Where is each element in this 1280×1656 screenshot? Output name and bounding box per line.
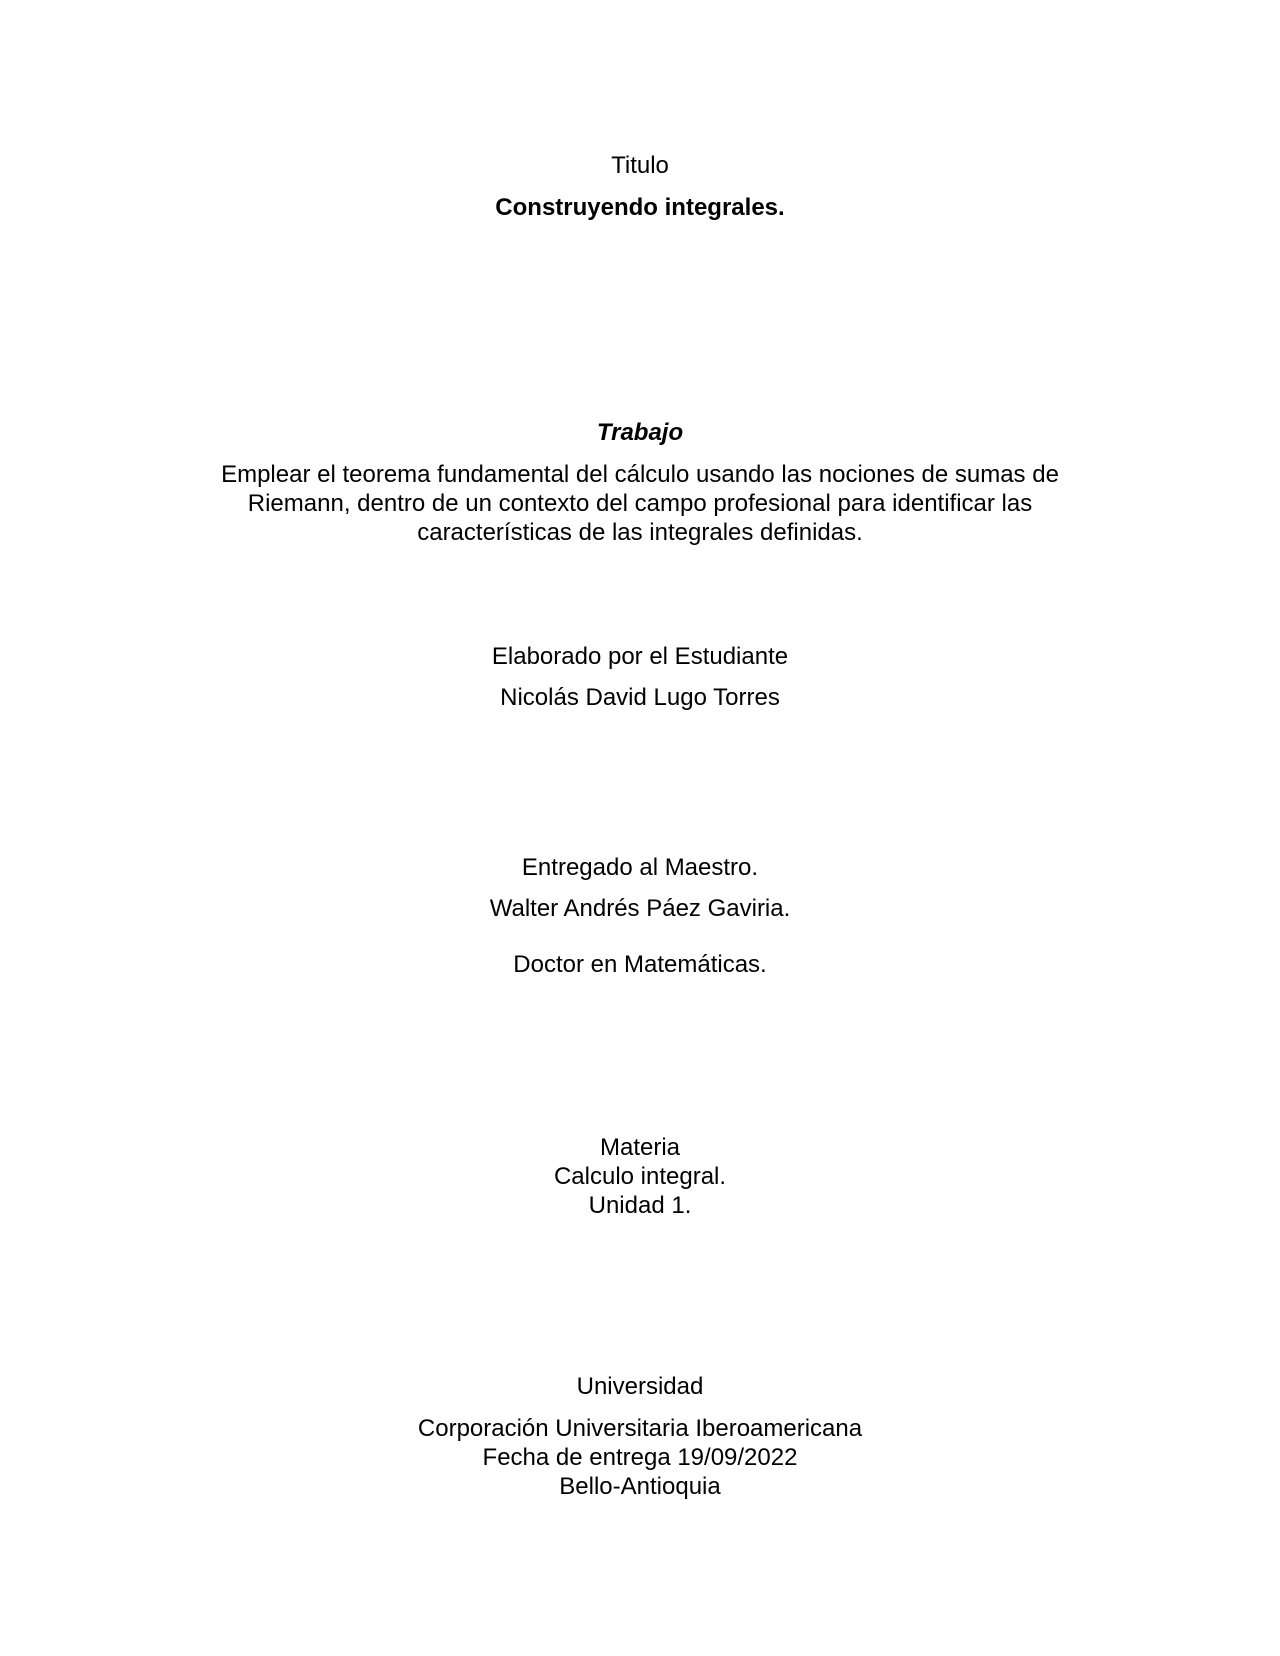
university-label: Universidad [576,1373,704,1400]
teacher-degree: Doctor en Matemáticas. [513,951,767,978]
title-label: Titulo [611,152,669,179]
document-title: Construyendo integrales. [495,194,785,221]
delivery-date: Fecha de entrega 19/09/2022 [482,1444,798,1471]
work-description-line-2: Riemann, dentro de un contexto del campo profesional para identificar las [247,490,1033,517]
university-name: Corporación Universitaria Iberoamericana [417,1415,863,1442]
subject-label: Materia [599,1134,681,1161]
location: Bello-Antioquia [559,1473,721,1500]
work-description-line-1: Emplear el teorema fundamental del cálculo usando las nociones de sumas de [221,461,1059,488]
work-description-line-3: características de las integrales definidas. [417,519,863,546]
teacher-label: Entregado al Maestro. [521,854,759,881]
author-label: Elaborado por el Estudiante [491,643,789,670]
author-name: Nicolás David Lugo Torres [500,684,780,711]
work-label: Trabajo [596,419,684,446]
teacher-name: Walter Andrés Páez Gaviria. [489,895,791,922]
subject-unit: Unidad 1. [588,1192,692,1219]
subject-name: Calculo integral. [553,1163,727,1190]
